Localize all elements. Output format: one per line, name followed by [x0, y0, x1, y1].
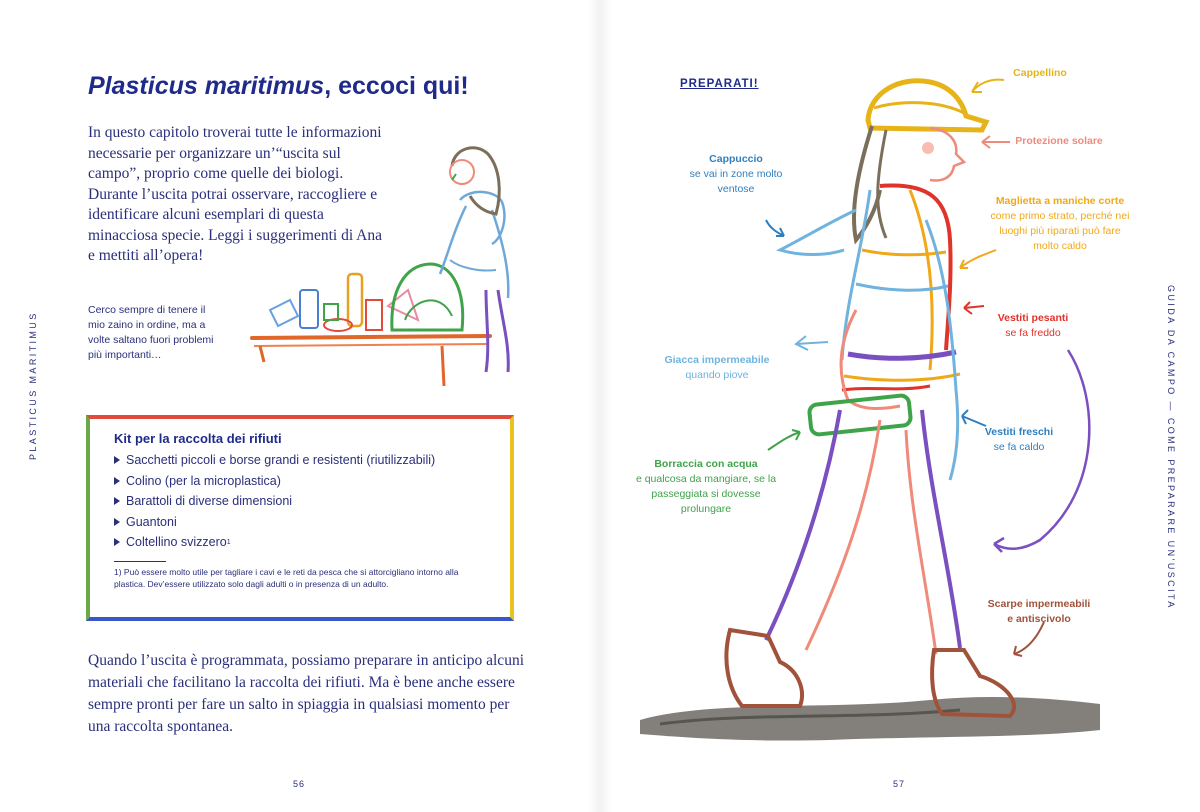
page-number-right: 57: [893, 779, 906, 789]
title-rest: , eccoci qui!: [324, 72, 469, 100]
label-borraccia: [626, 457, 786, 517]
label-giacca: [652, 353, 782, 383]
bullet-triangle-icon: [114, 497, 120, 505]
footnote: 1) Può essere molto utile per tagliare i cavi e le reti da pesca che si attorcigliano intorno alla plastica. Dev’essere utilizzato solo dagli adulti o in presenza di un adulto.: [114, 566, 459, 589]
bullet-triangle-icon: [114, 518, 120, 526]
label-title: Giacca impermeabile: [664, 354, 770, 366]
kit-item: [114, 532, 486, 553]
label-scarpe: [986, 597, 1092, 627]
label-vestiti-pesanti: [988, 311, 1078, 341]
kit-item: [114, 512, 486, 533]
outro-paragraph: Quando l’uscita è programmata, possiamo preparare in anticipo alcuni materiali che facilitano la raccolta dei rifiuti. Ma è bene anche essere sempre pronti per fare un salto in spiaggia in qualsiasi momento per una raccolta spontanea.: [88, 652, 524, 735]
label-sub: come primo strato, perché nei luoghi più riparati può fare molto caldo: [990, 210, 1130, 252]
label-vestiti-freschi: [974, 425, 1064, 455]
kit-item: [114, 450, 486, 471]
label-cappellino: [1000, 66, 1080, 81]
kit-item: [114, 491, 486, 512]
kit-item-text: Guantoni: [126, 514, 177, 529]
label-title: Protezione solare: [1015, 135, 1103, 147]
label-title: Vestiti pesanti: [997, 312, 1069, 324]
illustration-caption: Cerco sempre di tenere il mio zaino in ordine, ma a volte saltano fuori problemi più importanti…: [88, 304, 214, 361]
title-italic: Plasticus maritimus: [88, 72, 325, 100]
label-title: Vestiti freschi: [984, 426, 1054, 438]
label-cappuccio: [676, 152, 796, 197]
kit-item-text: Sacchetti piccoli e borse grandi e resistenti (riutilizzabili): [126, 453, 436, 467]
kit-item-text: Colino (per la microplastica): [126, 473, 281, 488]
right-running-header: GUIDA DA CAMPO — COME PREPARARE UN’USCITA: [1166, 285, 1176, 610]
footnote-mark: 1: [226, 538, 231, 546]
label-protezione-solare: [1004, 134, 1114, 149]
label-sub: se vai in zone molto ventose: [689, 168, 783, 195]
label-title: Borraccia con acqua: [654, 458, 758, 470]
label-sub: se fa caldo: [993, 441, 1045, 453]
bullet-triangle-icon: [114, 477, 120, 485]
kit-item: [114, 471, 486, 492]
label-title: Cappuccio: [709, 153, 763, 165]
label-maglietta: [990, 194, 1130, 254]
bullet-triangle-icon: [114, 456, 120, 464]
label-title: Scarpe impermeabili e antiscivolo: [987, 598, 1091, 625]
label-sub: quando piove: [685, 369, 749, 381]
bullet-triangle-icon: [114, 538, 120, 546]
left-running-header: PLASTICUS MARITIMUS: [28, 311, 38, 460]
label-title: Cappellino: [1013, 67, 1067, 79]
kit-title: Kit per la raccolta dei rifiuti: [114, 431, 282, 446]
label-sub: se fa freddo: [1005, 327, 1061, 339]
page-number-left: 56: [293, 779, 306, 789]
ana-table-illustration: [240, 140, 550, 390]
label-sub: e qualcosa da mangiare, se la passeggiata si dovesse prolungare: [635, 473, 777, 515]
preparati-heading: PREPARATI!: [680, 78, 759, 90]
kit-box: [86, 415, 514, 621]
page-title: [88, 72, 469, 101]
kit-item-text: Coltellino svizzero: [126, 535, 227, 549]
kit-item-text: Barattoli di diverse dimensioni: [126, 494, 293, 508]
intro-paragraph: In questo capitolo troverai tutte le informazioni necessarie per organizzare un’“uscita sul campo”, proprio come quelle dei biologi. Durante l’uscita potrai osservare, raccogliere e identificare alcuni esemplari di questa minacciosa specie. Leggi i suggerimenti di Ana e mettiti all’opera!: [88, 124, 382, 264]
kit-list: [114, 450, 486, 553]
label-title: Maglietta a maniche corte: [995, 195, 1125, 207]
footnote-rule: [114, 561, 166, 562]
